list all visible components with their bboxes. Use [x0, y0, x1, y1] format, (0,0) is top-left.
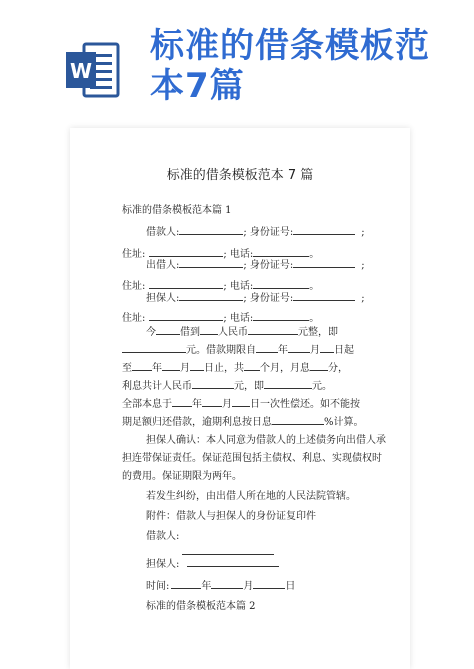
word-document-icon — [66, 40, 120, 100]
borrower-label: 借款人: — [146, 227, 180, 238]
attachment-line: 附件：借款人与担保人的身份证复印件 — [146, 511, 316, 522]
body-line-10: 若发生纠纷，由出借人所在地的人民法院管辖。 — [146, 491, 356, 502]
period: 。 — [309, 313, 320, 324]
lender-label: 出借人: — [146, 260, 180, 271]
section1-heading: 标准的借条模板范本篇 1 — [122, 205, 232, 216]
lender-id-blank — [293, 257, 355, 268]
period: 。 — [309, 281, 320, 292]
semicolon: ; — [361, 293, 365, 304]
body-line-2: 元。借款期限自 年 月 日起 — [122, 342, 354, 358]
body-line-3: 至 年 月 日止，共 个月，月息 分， — [122, 360, 348, 376]
body-line-8: 担连带保证责任。保证范围包括主债权、利息、实现债权时 — [122, 453, 382, 464]
guarantor-row — [146, 290, 365, 306]
address-label: 住址: — [122, 313, 146, 324]
id-label: ; 身份证号: — [243, 227, 294, 238]
address-blank — [149, 246, 223, 257]
address-label: 住址: — [122, 281, 146, 292]
body-line-1: 今 借到 人民币 元整，即 — [146, 324, 338, 340]
phone-blank — [253, 246, 309, 257]
banner-title: 标准的借条模板范本7篇 — [150, 26, 430, 106]
body-line-6: 期足额归还借款，逾期利息按日息 %计算。 — [122, 414, 364, 430]
body-line-5: 全部本息于 年 月 日一次性偿还。如不能按 — [122, 396, 360, 412]
address-label: 住址: — [122, 249, 146, 260]
id-label: ; 身份证号: — [243, 260, 294, 271]
document-title: 标准的借条模板范本 7 篇 — [166, 168, 314, 183]
guarantor-label: 担保人: — [146, 293, 180, 304]
semicolon: ; — [361, 260, 365, 271]
signature-date: 时间: 年 月 日 — [146, 578, 295, 594]
borrower-id-blank — [293, 224, 355, 235]
semicolon: ; — [361, 227, 365, 238]
lender-row-main — [146, 257, 365, 273]
word-icon-letter: W — [69, 59, 93, 83]
borrower-blank — [179, 224, 243, 235]
body-line-9: 的费用。保证期限为两年。 — [122, 471, 242, 482]
phone-label: ; 电话: — [223, 281, 254, 292]
signature-borrower: 借款人: — [146, 531, 180, 542]
lender-blank — [179, 257, 243, 268]
period: 。 — [309, 249, 320, 260]
document-page — [70, 128, 410, 669]
id-label: ; 身份证号: — [243, 293, 294, 304]
section2-heading: 标准的借条模板范本篇 2 — [146, 601, 256, 612]
borrower-row — [146, 224, 365, 240]
signature-guarantor: 担保人: — [146, 556, 279, 572]
body-line-7: 担保人确认：本人同意为借款人的上述债务向出借人承 — [146, 435, 386, 446]
phone-label: ; 电话: — [223, 249, 254, 260]
phone-label: ; 电话: — [223, 313, 254, 324]
body-line-4: 利息共计人民币 元，即 元。 — [122, 378, 332, 394]
